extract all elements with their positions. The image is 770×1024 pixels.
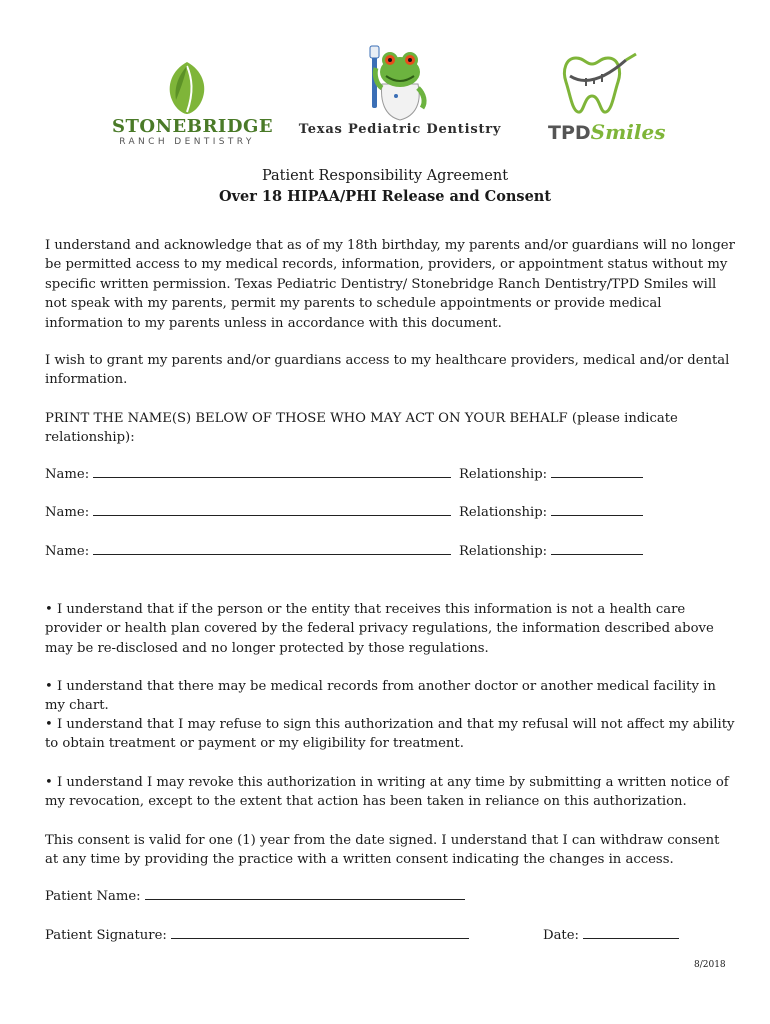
relationship-label: Relationship: bbox=[459, 544, 548, 559]
stonebridge-subtitle: RANCH DENTISTRY bbox=[119, 137, 255, 147]
relationship-field[interactable] bbox=[551, 466, 643, 478]
tpd-smiles-wordmark bbox=[548, 120, 665, 144]
name-label: Name: bbox=[45, 505, 90, 520]
leaf-tooth-icon bbox=[164, 60, 210, 116]
patient-signature-row bbox=[45, 927, 579, 943]
grant-access-paragraph: I wish to grant my parents and/or guardians access to my healthcare providers, medical and/or dental information. bbox=[45, 353, 730, 388]
relationship-field[interactable] bbox=[551, 504, 643, 516]
relationship-label: Relationship: bbox=[459, 467, 548, 482]
stonebridge-logo bbox=[112, 60, 274, 148]
authorized-person-row bbox=[45, 466, 548, 482]
bullet-refuse-sign: • I understand that I may refuse to sign this authorization and that my refusal will not affect my ability to obtain treatment or payment or my eligibility for treatment. bbox=[45, 717, 735, 752]
name-field[interactable] bbox=[93, 543, 451, 555]
validity-paragraph: This consent is valid for one (1) year from the date signed. I understand that I can withdraw consent at any time by providing the practice with a written consent indicating the changes in access. bbox=[45, 833, 720, 868]
relationship-group bbox=[459, 466, 643, 482]
bullet-revoke: • I understand I may revoke this authorization in writing at any time by submitting a written notice of my revocation, except to the extent that action has been taken in reliance on this authorization. bbox=[45, 775, 729, 810]
document-subtitle: Over 18 HIPAA/PHI Release and Consent bbox=[218, 188, 552, 205]
print-names-instruction: PRINT THE NAME(S) BELOW OF THOSE WHO MAY ACT ON YOUR BEHALF (please indicate relationship): bbox=[45, 411, 678, 446]
texas-pediatric-dentistry-logo bbox=[290, 44, 510, 144]
relationship-label: Relationship: bbox=[459, 505, 548, 520]
date-group bbox=[543, 927, 679, 943]
revision-date: 8/2018 bbox=[694, 960, 726, 970]
name-label: Name: bbox=[45, 544, 90, 559]
patient-name-row bbox=[45, 888, 465, 904]
frog-mascot-icon bbox=[350, 44, 450, 124]
relationship-group bbox=[459, 543, 643, 559]
name-label: Name: bbox=[45, 467, 90, 482]
tpd-smiles-logo bbox=[540, 50, 668, 146]
smiles-word: Smiles bbox=[590, 120, 666, 144]
patient-name-field[interactable] bbox=[145, 888, 465, 900]
date-field[interactable] bbox=[583, 927, 679, 939]
authorized-person-row bbox=[45, 543, 548, 559]
bullet-redisclosure: • I understand that if the person or the entity that receives this information is not a health care provider or health plan covered by the federal privacy regulations, the information described above may be re-disclosed and no longer protected by those regulations. bbox=[45, 602, 714, 656]
document-title: Patient Responsibility Agreement bbox=[261, 168, 509, 184]
patient-name-label: Patient Name: bbox=[45, 889, 141, 904]
date-label: Date: bbox=[543, 928, 579, 943]
bullet-other-records: • I understand that there may be medical records from another doctor or another medical facility in my chart. bbox=[45, 679, 716, 714]
authorized-person-row bbox=[45, 504, 548, 520]
patient-signature-label: Patient Signature: bbox=[45, 928, 167, 943]
acknowledgement-paragraph: I understand and acknowledge that as of my 18th birthday, my parents and/or guardians will no longer be permitted access to my medical records, information, providers, or appointment status without my specific written permission. Texas Pediatric Dentistry/ Stonebridge Ranch Dentistry/TPD Smiles will not speak with my parents, permit my parents to schedule appointments or provide medical information to my parents unless in accordance with this document. bbox=[45, 238, 735, 331]
relationship-field[interactable] bbox=[551, 543, 643, 555]
tpd-name: Texas Pediatric Dentistry bbox=[298, 122, 502, 137]
tooth-smile-icon bbox=[556, 50, 646, 120]
relationship-group bbox=[459, 504, 643, 520]
stonebridge-name: STONEBRIDGE bbox=[112, 116, 274, 137]
name-field[interactable] bbox=[93, 504, 451, 516]
patient-signature-field[interactable] bbox=[171, 927, 469, 939]
smiles-prefix: TPD bbox=[548, 122, 591, 144]
name-field[interactable] bbox=[93, 466, 451, 478]
